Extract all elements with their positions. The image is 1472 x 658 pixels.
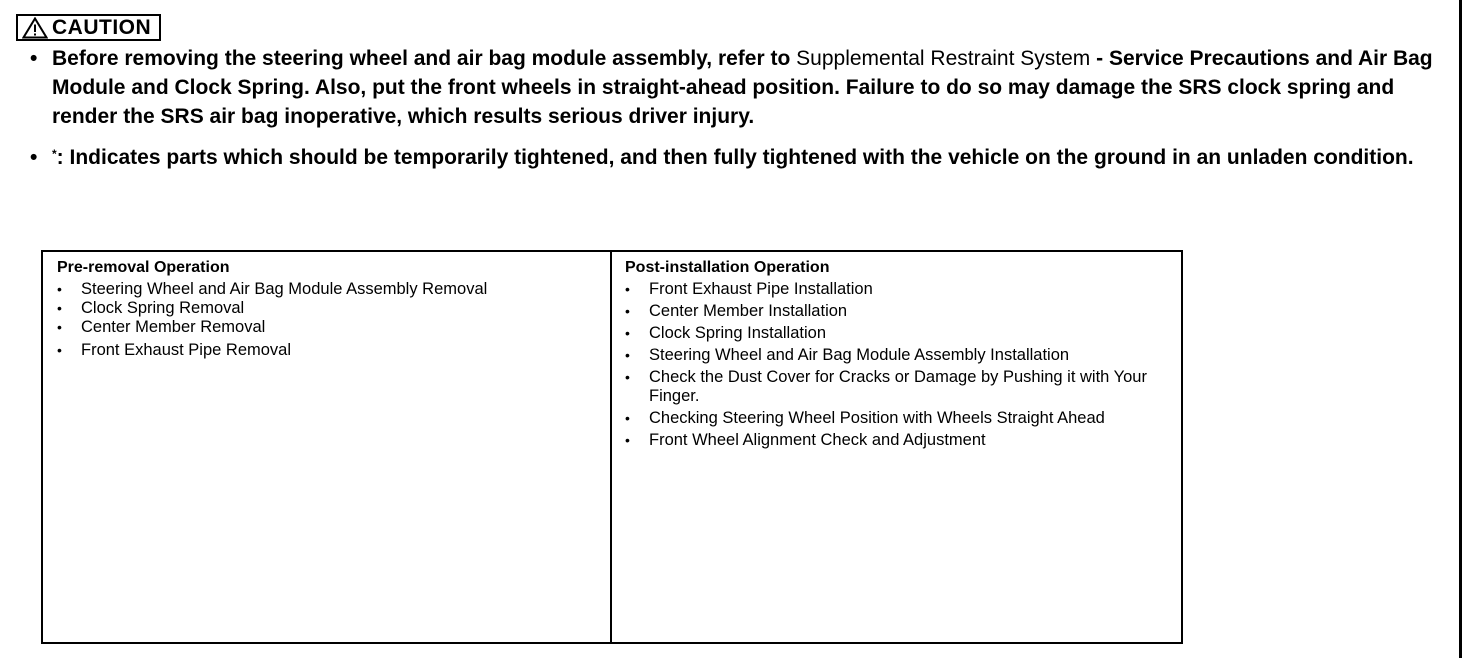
caution-bullet-list — [30, 44, 1455, 172]
bullet-dot-icon: • — [30, 146, 38, 169]
bullet-dot-icon: • — [625, 303, 630, 319]
bullet-dot-icon: • — [625, 369, 630, 385]
caution-bullet-srs — [30, 44, 1455, 131]
caution-badge — [16, 14, 161, 41]
bullet-dot-icon: • — [57, 281, 62, 297]
bullet-dot-icon: • — [57, 300, 62, 316]
pre-removal-column — [43, 252, 612, 642]
warning-triangle-icon — [22, 17, 48, 39]
bullet-dot-icon: • — [625, 432, 630, 448]
pre-removal-list — [57, 280, 598, 360]
list-item — [625, 280, 1169, 299]
operations-table — [41, 250, 1183, 644]
caution-label: CAUTION — [52, 15, 152, 39]
pre-removal-item: Front Exhaust Pipe Removal — [81, 341, 292, 359]
bullet-dot-icon: • — [625, 410, 630, 426]
post-installation-heading: Post-installation Operation — [625, 259, 830, 276]
post-installation-item: Front Wheel Alignment Check and Adjustment — [649, 431, 986, 449]
asterisk-mark: * — [52, 147, 57, 161]
list-item — [57, 299, 598, 318]
bullet-dot-icon: • — [625, 325, 630, 341]
list-item — [625, 368, 1169, 406]
pre-removal-heading: Pre-removal Operation — [57, 259, 230, 276]
post-installation-item: Front Exhaust Pipe Installation — [649, 280, 873, 298]
post-installation-column — [612, 252, 1181, 642]
srs-text-part1: Before removing the steering wheel and air bag module assembly, refer to — [52, 47, 797, 70]
list-item — [57, 341, 598, 360]
list-item — [625, 324, 1169, 343]
bullet-dot-icon: • — [30, 47, 38, 70]
post-installation-list — [625, 280, 1169, 450]
srs-text-part2: - Service Precautions and Air Bag Module and Clock Spring. Also, put the front wheels in straight-ahead position. Failure to do so may damage the SRS clock spring and render the SRS air bag inoperative, which results serious driver injury. — [52, 47, 1433, 128]
pre-removal-item: Center Member Removal — [81, 318, 266, 336]
page-edge-rule — [1459, 0, 1462, 658]
caution-text-srs — [52, 44, 1455, 131]
post-installation-item: Check the Dust Cover for Cracks or Damage by Pushing it with Your Finger. — [649, 368, 1147, 405]
post-installation-item: Clock Spring Installation — [649, 324, 827, 342]
list-item — [625, 431, 1169, 450]
bullet-dot-icon: • — [625, 347, 630, 363]
list-item — [625, 346, 1169, 365]
srs-reference-link[interactable]: Supplemental Restraint System — [796, 47, 1091, 70]
list-item — [625, 302, 1169, 321]
caution-text-tightening — [52, 143, 1455, 172]
list-item — [625, 409, 1169, 428]
tightening-text: : Indicates parts which should be temporarily tightened, and then fully tightened with the vehicle on the ground in an unladen condition. — [56, 146, 1414, 169]
post-installation-item: Center Member Installation — [649, 302, 848, 320]
post-installation-item: Checking Steering Wheel Position with Wheels Straight Ahead — [649, 409, 1105, 427]
pre-removal-item: Steering Wheel and Air Bag Module Assembly Removal — [81, 280, 488, 298]
caution-bullet-tightening — [30, 143, 1455, 172]
bullet-dot-icon: • — [625, 281, 630, 297]
post-installation-item: Steering Wheel and Air Bag Module Assembly Installation — [649, 346, 1070, 364]
list-item — [57, 280, 598, 299]
bullet-dot-icon: • — [57, 342, 62, 358]
bullet-dot-icon: • — [57, 319, 62, 335]
pre-removal-item: Clock Spring Removal — [81, 299, 245, 317]
list-item — [57, 318, 598, 337]
